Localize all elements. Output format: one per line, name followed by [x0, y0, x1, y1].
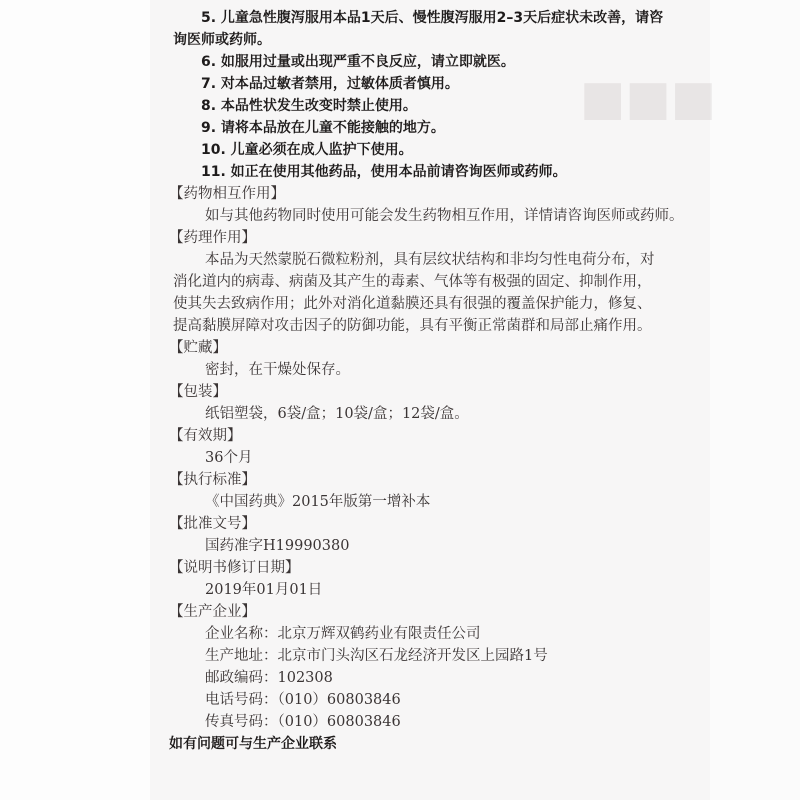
- section-heading-standard: 【执行标准】: [169, 472, 256, 488]
- section-heading-approval: 【批准文号】: [169, 516, 256, 532]
- leaflet-content: [169, 7, 693, 755]
- precautions-list: [173, 7, 693, 183]
- precaution-item: 11. 如正在使用其他药品，使用本品前请咨询医师或药师。: [201, 164, 567, 180]
- manufacturer-fax: 传真号码：（010）60803846: [205, 714, 401, 730]
- storage-text: 密封，在干燥处保存。: [205, 362, 350, 378]
- revision-date: 2019年01月01日: [205, 582, 323, 598]
- precaution-item: 8. 本品性状发生改变时禁止使用。: [201, 98, 417, 114]
- show-through-decoration: ■■■: [580, 70, 717, 126]
- interaction-text: 如与其他药物同时使用可能会发生药物相互作用，详情请咨询医师或药师。: [205, 208, 684, 224]
- precaution-item: 5. 儿童急性腹泻服用本品1天后、慢性腹泻服用2–3天后症状未改善，请咨: [201, 10, 664, 26]
- section-heading-validity: 【有效期】: [169, 428, 242, 444]
- manufacturer-address: 生产地址：北京市门头沟区石龙经济开发区上园路1号: [205, 648, 548, 664]
- section-heading-interaction: 【药物相互作用】: [169, 186, 285, 202]
- pharmacology-text: 消化道内的病毒、病菌及其产生的毒素、气体等有极强的固定、抑制作用，: [173, 274, 652, 290]
- precaution-item: 9. 请将本品放在儿童不能接触的地方。: [201, 120, 445, 136]
- standard-text: 《中国药典》2015年版第一增补本: [205, 494, 431, 510]
- pharmacology-text: 本品为天然蒙脱石微粒粉剂，具有层纹状结构和非均匀性电荷分布，对: [205, 252, 655, 268]
- precaution-item: 6. 如服用过量或出现严重不良反应，请立即就医。: [201, 54, 515, 70]
- section-heading-storage: 【贮藏】: [169, 340, 227, 356]
- approval-text: 国药准字H19990380: [205, 538, 350, 554]
- manufacturer-name: 企业名称：北京万辉双鹤药业有限责任公司: [205, 626, 481, 642]
- precaution-item: 询医师或药师。: [173, 32, 271, 48]
- manufacturer-phone: 电话号码：（010）60803846: [205, 692, 401, 708]
- package-text: 纸铝塑袋，6袋/盒；10袋/盒；12袋/盒。: [205, 406, 469, 422]
- section-heading-revision: 【说明书修订日期】: [169, 560, 300, 576]
- validity-text: 36个月: [205, 450, 253, 466]
- section-heading-manufacturer: 【生产企业】: [169, 604, 256, 620]
- background-margin: [0, 0, 150, 800]
- footer-note: 如有问题可与生产企业联系: [169, 736, 337, 752]
- section-heading-pharmacology: 【药理作用】: [169, 230, 256, 246]
- pharmacology-text: 提高黏膜屏障对攻击因子的防御功能，具有平衡正常菌群和局部止痛作用。: [173, 318, 652, 334]
- section-heading-package: 【包装】: [169, 384, 227, 400]
- precaution-item: 7. 对本品过敏者禁用，过敏体质者慎用。: [201, 76, 459, 92]
- manufacturer-postcode: 邮政编码：102308: [205, 670, 333, 686]
- pharmacology-text: 使其失去致病作用；此外对消化道黏膜还具有很强的覆盖保护能力，修复、: [173, 296, 652, 312]
- precaution-item: 10. 儿童必须在成人监护下使用。: [201, 142, 413, 158]
